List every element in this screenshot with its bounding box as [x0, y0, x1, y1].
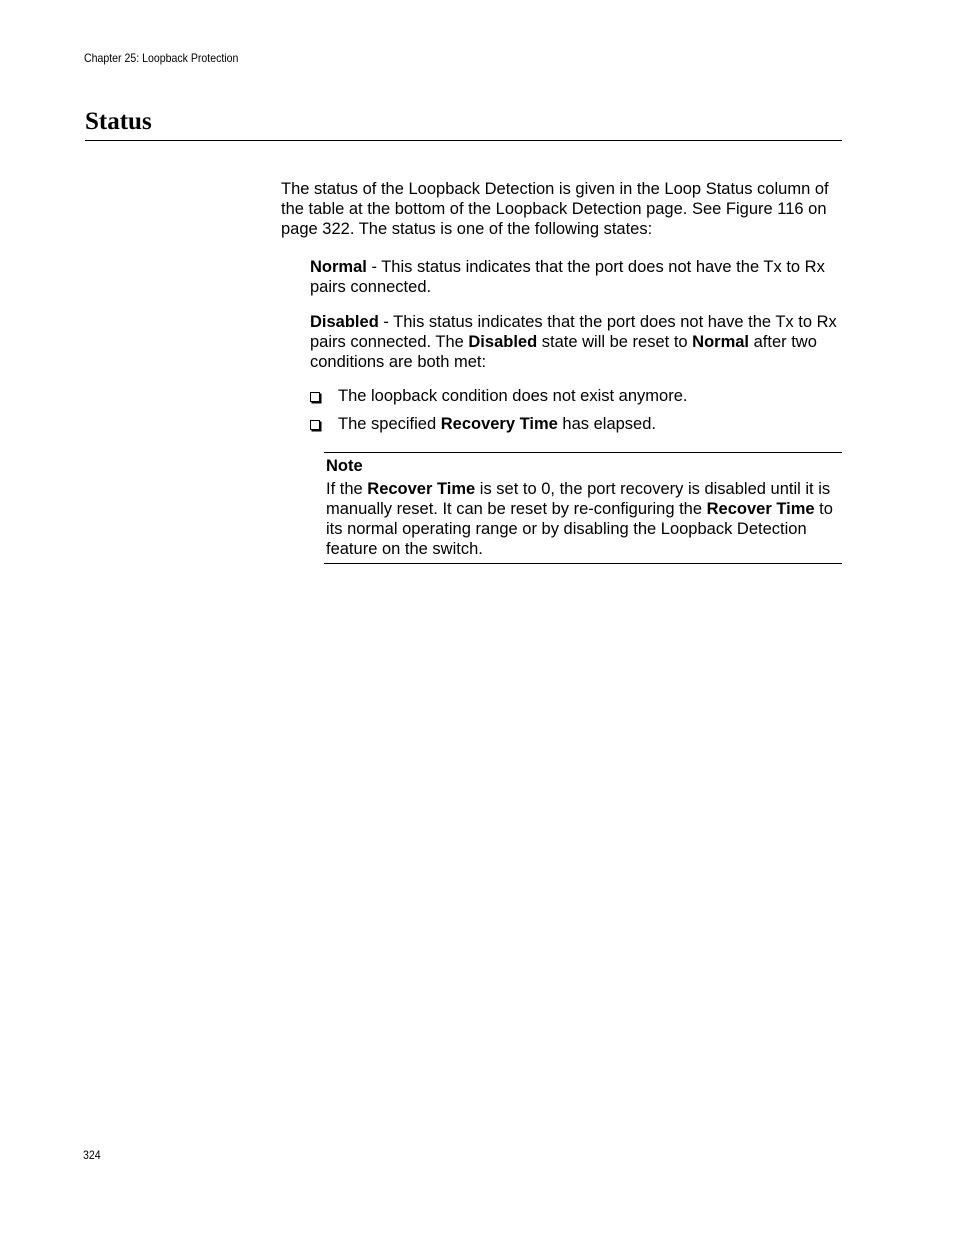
state-disabled-term: Disabled [310, 313, 379, 331]
checkbox-icon [310, 420, 320, 430]
state-normal-term: Normal [310, 258, 367, 276]
title-rule [85, 140, 842, 141]
state-normal-definition [310, 257, 850, 297]
list-item [310, 414, 840, 434]
state-disabled-term-inline: Disabled [468, 333, 538, 351]
checkbox-icon [310, 392, 320, 402]
condition-text-after: has elapsed. [557, 415, 656, 433]
intro-paragraph: The status of the Loopback Detection is given in the Loop Status column of the table at the bottom of the Loopback Detection page. See Figure 116 on page 322. The status is one of the following states: [281, 180, 829, 238]
list-item [310, 386, 840, 406]
state-disabled-description-3: after two conditions are both met: [310, 333, 817, 371]
note-recover-time-2: Recover Time [706, 500, 815, 518]
state-disabled-description-2: state will be reset to [537, 333, 693, 351]
recovery-time-term: Recovery Time [440, 415, 558, 433]
note-box [324, 452, 842, 564]
condition-text: The loopback condition does not exist anymore. [338, 387, 688, 405]
section-title: Status [85, 108, 152, 135]
note-part-2: is set to 0, the port recovery is disabled until it is manually reset. It can be reset by re-configuring the [326, 480, 831, 518]
state-disabled-definition [310, 312, 840, 372]
page-number: 324 [83, 1148, 101, 1162]
running-header: Chapter 25: Loopback Protection [84, 51, 239, 65]
conditions-list [310, 386, 840, 442]
state-normal-description: - This status indicates that the port does not have the Tx to Rx pairs connected. [310, 258, 825, 296]
condition-text-before: The specified [338, 415, 441, 433]
note-part-1: If the [326, 480, 368, 498]
note-recover-time-1: Recover Time [367, 480, 476, 498]
state-disabled-description-1: - This status indicates that the port does not have the Tx to Rx pairs connected. The [310, 313, 837, 351]
note-text [326, 479, 838, 559]
state-normal-term-inline: Normal [692, 333, 750, 351]
note-part-3: to its normal operating range or by disabling the Loopback Detection feature on the switch. [326, 500, 833, 558]
note-label: Note [326, 457, 363, 475]
